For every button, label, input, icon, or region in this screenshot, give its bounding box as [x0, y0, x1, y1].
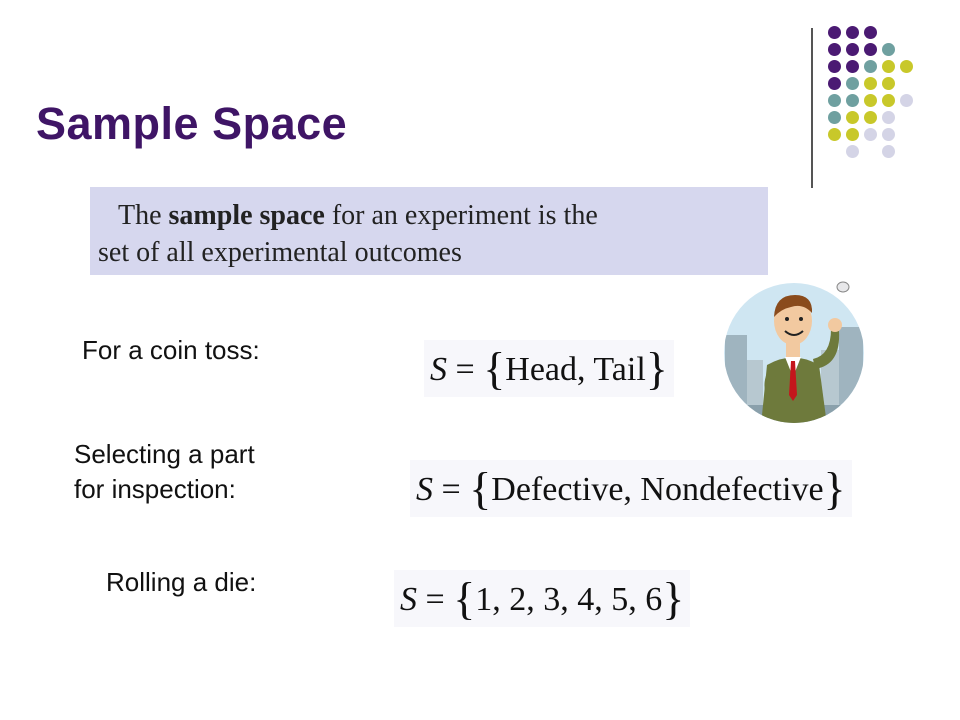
divider-line	[811, 28, 813, 188]
set-variable: S	[400, 581, 417, 618]
decorative-dot	[846, 128, 859, 141]
definition-term: sample space	[168, 200, 325, 231]
close-brace: }	[823, 463, 846, 514]
set-contents: Defective, Nondefective	[491, 471, 824, 508]
decorative-dot	[846, 26, 859, 39]
decorative-dot	[846, 145, 859, 158]
decorative-dot	[864, 128, 877, 141]
decorative-dot	[828, 26, 841, 39]
decorative-dot	[864, 77, 877, 90]
set-contents: 1, 2, 3, 4, 5, 6	[475, 581, 663, 618]
decorative-dot	[828, 77, 841, 90]
decorative-dot	[828, 128, 841, 141]
example-label-coin-toss	[82, 333, 260, 368]
decorative-dot	[882, 60, 895, 73]
decorative-dot	[882, 43, 895, 56]
decorative-dot	[864, 94, 877, 107]
set-variable: S	[430, 351, 447, 388]
example-label-line: for inspection:	[74, 474, 236, 504]
coin-toss-man-clipart	[723, 265, 865, 425]
decorative-dot	[846, 60, 859, 73]
example-label-inspection	[74, 437, 255, 507]
set-equals: =	[425, 581, 445, 618]
example-label-die	[106, 565, 256, 600]
definition-line-1	[98, 197, 768, 234]
set-equals: =	[441, 471, 461, 508]
decorative-dot	[846, 111, 859, 124]
sample-space-inspection	[410, 460, 852, 517]
decorative-dot	[864, 43, 877, 56]
decorative-dot	[828, 43, 841, 56]
decorative-dot	[882, 94, 895, 107]
decorative-dot	[828, 60, 841, 73]
definition-box	[90, 187, 768, 275]
decorative-dot	[882, 128, 895, 141]
decorative-dot	[864, 60, 877, 73]
example-label-line: Rolling a die:	[106, 567, 257, 597]
close-brace: }	[662, 573, 685, 624]
open-brace: {	[453, 573, 476, 624]
decorative-dot	[900, 60, 913, 73]
definition-line-2: set of all experimental outcomes	[98, 237, 462, 268]
sample-space-coin-toss	[424, 340, 674, 397]
decorative-dot	[882, 77, 895, 90]
set-equals: =	[455, 351, 475, 388]
close-brace: }	[645, 343, 668, 394]
decorative-dot	[828, 94, 841, 107]
decorative-dot	[864, 111, 877, 124]
slide-title: Sample Space	[36, 98, 348, 149]
definition-rest: for an experiment is the	[331, 200, 598, 231]
definition-lead: The	[118, 200, 162, 231]
sample-space-die	[394, 570, 690, 627]
decorative-dot	[882, 111, 895, 124]
decorative-dot	[828, 111, 841, 124]
decorative-dot	[846, 77, 859, 90]
example-label-line: For a coin toss:	[82, 335, 260, 365]
decorative-dot-grid	[828, 26, 928, 176]
decorative-dot	[900, 94, 913, 107]
set-contents: Head, Tail	[505, 351, 646, 388]
decorative-dot	[882, 145, 895, 158]
set-variable: S	[416, 471, 433, 508]
decorative-dot	[846, 43, 859, 56]
open-brace: {	[483, 343, 506, 394]
decorative-dot	[864, 26, 877, 39]
open-brace: {	[469, 463, 492, 514]
decorative-dot	[846, 94, 859, 107]
example-label-line: Selecting a part	[74, 439, 255, 469]
